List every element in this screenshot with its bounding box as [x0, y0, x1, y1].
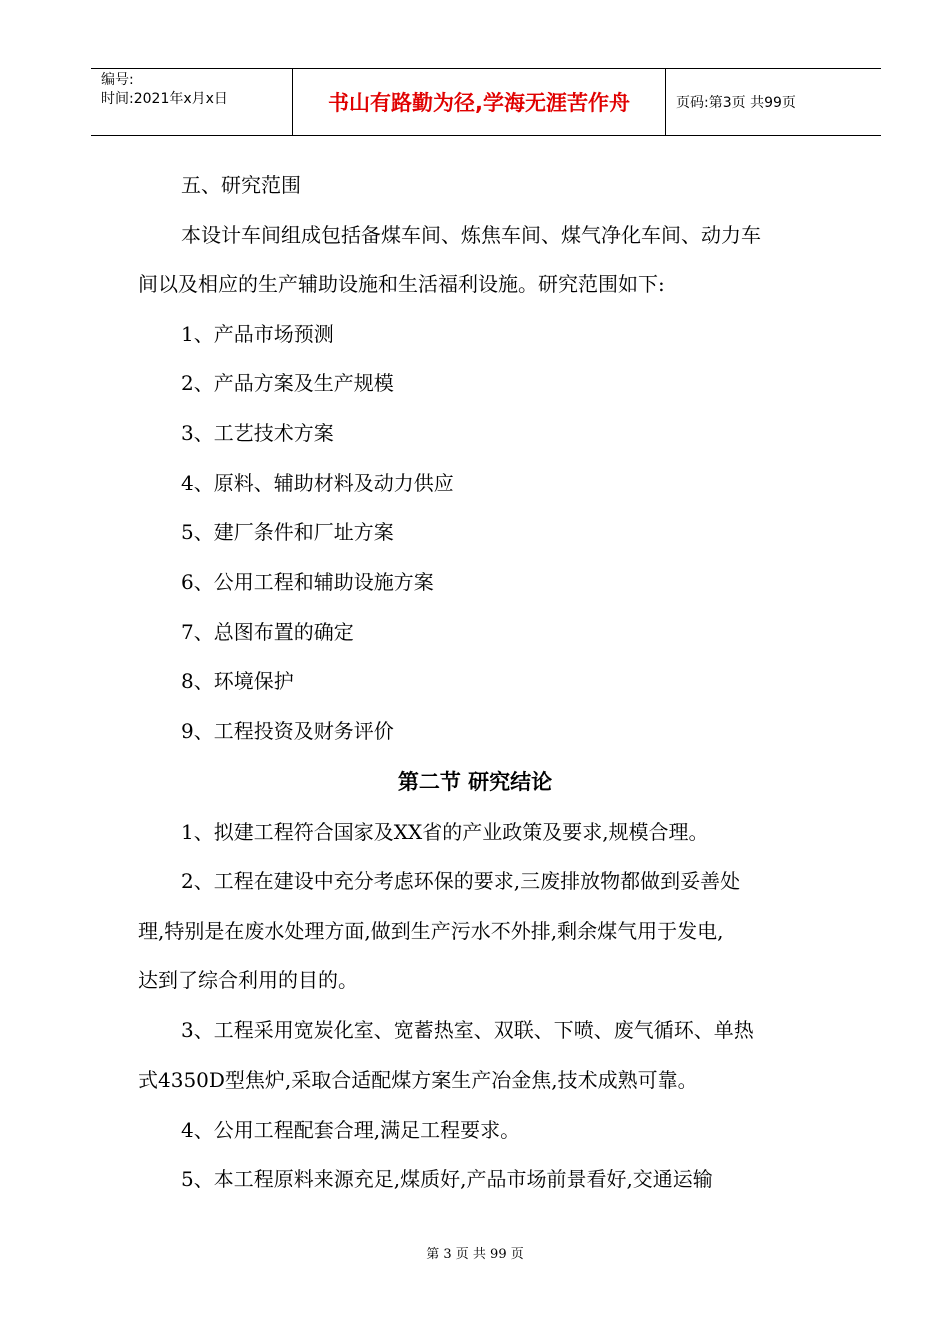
- paragraph-line: 4、公用工程配套合理,满足工程要求。: [181, 1118, 521, 1142]
- list-item: 6、公用工程和辅助设施方案: [181, 570, 434, 594]
- paragraph-line: 达到了综合利用的目的。: [138, 968, 358, 992]
- time-label: 时间:2021年x月x日: [101, 91, 228, 107]
- page-footer: 第 3 页 共 99 页: [426, 1247, 524, 1262]
- header-meta: [91, 69, 293, 135]
- paragraph-line: 3、工程采用宽炭化室、宽蓄热室、双联、下喷、废气循环、单热: [181, 1018, 754, 1042]
- list-item: 3、工艺技术方案: [181, 421, 334, 445]
- list-item: 5、建厂条件和厂址方案: [181, 520, 394, 544]
- paragraph-line: 式4350D型焦炉,采取合适配煤方案生产冶金焦,技术成熟可靠。: [138, 1068, 698, 1092]
- paragraph-line: 间以及相应的生产辅助设施和生活福利设施。研究范围如下:: [138, 272, 665, 296]
- page-header: [91, 68, 881, 136]
- paragraph-line: 理,特别是在废水处理方面,做到生产污水不外排,剩余煤气用于发电,: [138, 919, 724, 943]
- list-item: 7、总图布置的确定: [181, 620, 354, 644]
- paragraph-line: 2、工程在建设中充分考虑环保的要求,三废排放物都做到妥善处: [181, 869, 741, 893]
- section-heading: 第二节 研究结论: [397, 770, 553, 794]
- paragraph-line: 本设计车间组成包括备煤车间、炼焦车间、煤气净化车间、动力车: [181, 223, 761, 247]
- list-item: 4、原料、辅助材料及动力供应: [181, 471, 454, 495]
- list-item: 2、产品方案及生产规模: [181, 371, 394, 395]
- list-item: 1、产品市场预测: [181, 322, 334, 346]
- list-item: 8、环境保护: [181, 669, 294, 693]
- list-item: 9、工程投资及财务评价: [181, 719, 394, 743]
- paragraph-line: 1、拟建工程符合国家及XX省的产业政策及要求,规模合理。: [181, 820, 709, 844]
- header-page-info: 页码:第3页 共99页: [676, 95, 796, 111]
- paragraph-line: 5、本工程原料来源充足,煤质好,产品市场前景看好,交通运输: [181, 1167, 713, 1191]
- section-title: 五、研究范围: [181, 173, 301, 197]
- header-motto: 书山有路勤为径,学海无涯苦作舟: [293, 69, 666, 135]
- serial-label: 编号:: [101, 72, 134, 88]
